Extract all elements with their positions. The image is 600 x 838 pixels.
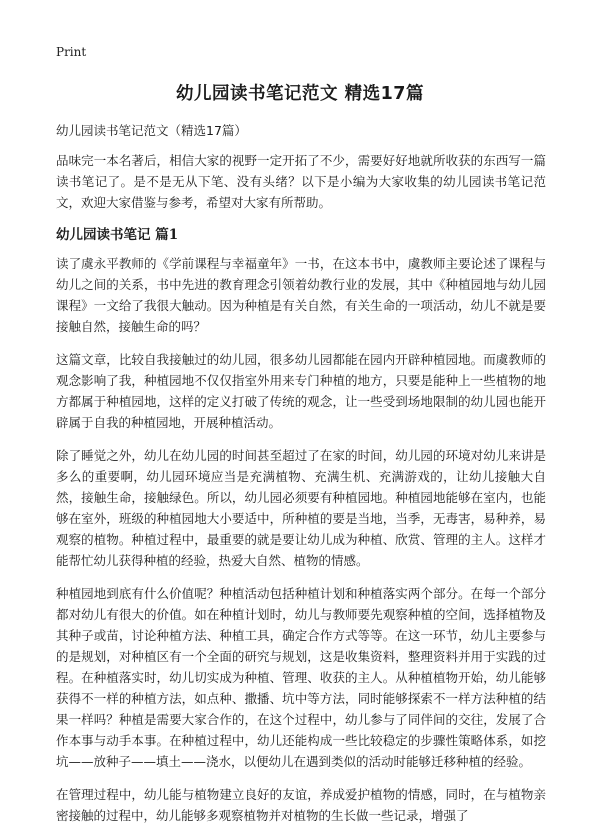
subtitle: 幼儿园读书笔记范文（精选17篇） <box>56 123 247 138</box>
body-paragraph: 读了虞永平教师的《学前课程与幸福童年》一书，在这本书中，虞教师主要论述了课程与幼儿之间的关系，书中先进的教育理念引领着幼教行业的发展，其中《种植园地与幼儿园课程》一文给了我很大触动。因为种植是有关自然，有关生命的一项活动，幼儿不就是要接触自然，接触生命的吗？ <box>56 256 546 334</box>
section-heading: 幼儿园读书笔记 篇1 <box>56 227 179 243</box>
body-paragraph: 种植园地到底有什么价值呢？种植活动包括种植计划和种植落实两个部分。在每一个部分都对幼儿有很大的价值。如在种植计划时，幼儿与教师要先观察种植的空间，选择植物及其种子或苗，讨论种植方法、种植工具，确定合作方式等等。在这一环节，幼儿主要参与的是规划，对种植区有一个全面的研究与规划，这是收集资料，整理资料并用于实践的过程。在种植落实时，幼儿切实成为种植、管理、收获的主人。从种植植物开始，幼儿能够获得不一样的种植方法，如点种、撒播、坑中等方法，同时能够探索不一样方法种植的结果一样吗？种植是需要大家合作的，在这个过程中，幼儿参与了同伴间的交往，发展了合作本事与动手本事。在种植过程中，幼儿还能构成一些比较稳定的步骤性策略体系，如挖坑——放种子——填土——浇水，以便幼儿在遇到类似的活动时能够迁移种植的经验。 <box>56 586 546 769</box>
body-paragraph: 除了睡觉之外，幼儿在幼儿园的时间甚至超过了在家的时间，幼儿园的环境对幼儿来讲是多么的重要啊，幼儿园环境应当是充满植物、充满生机、充满游戏的，让幼儿接触大自然，接触生命，接触绿色。所以，幼儿园必须要有种植园地。种植园地能够在室内，也能够在室外，班级的种植园地大小要适中，所种植的要是当地，当季，无毒害，易种养，易观察的植物。种植过程中，最重要的就是要让幼儿成为种植、欣赏、管理的主人。这样才能帮忙幼儿获得种植的经验，热爱大自然、植物的情感。 <box>56 448 546 568</box>
body-paragraph: 在管理过程中，幼儿能与植物建立良好的友谊，养成爱护植物的情感，同时，在与植物亲密接触的过程中，幼儿能够多观察植物并对植物的生长做一些记录，增强了 <box>56 787 546 823</box>
intro-paragraph: 品味完一本名著后，相信大家的视野一定开拓了不少，需要好好地就所收获的东西写一篇读书笔记了。是不是无从下笔、没有头绪？以下是小编为大家收集的幼儿园读书笔记范文，欢迎大家借鉴与参考，希望对大家有所帮助。 <box>56 153 546 210</box>
body-paragraph: 这篇文章，比较自我接触过的幼儿园，很多幼儿园都能在园内开辟种植园地。而虞教师的观念影响了我，种植园地不仅仅指室外用来专门种植的地方，只要是能种上一些植物的地方都属于种植园地，这样的定义打破了传统的观念，让一些受到场地限制的幼儿园也能开辟属于自我的种植园地，开展种植活动。 <box>56 352 546 430</box>
article-body <box>56 150 546 838</box>
page-title: 幼儿园读书笔记范文 精选17篇 <box>176 84 424 104</box>
print-link[interactable]: Print <box>56 45 87 59</box>
